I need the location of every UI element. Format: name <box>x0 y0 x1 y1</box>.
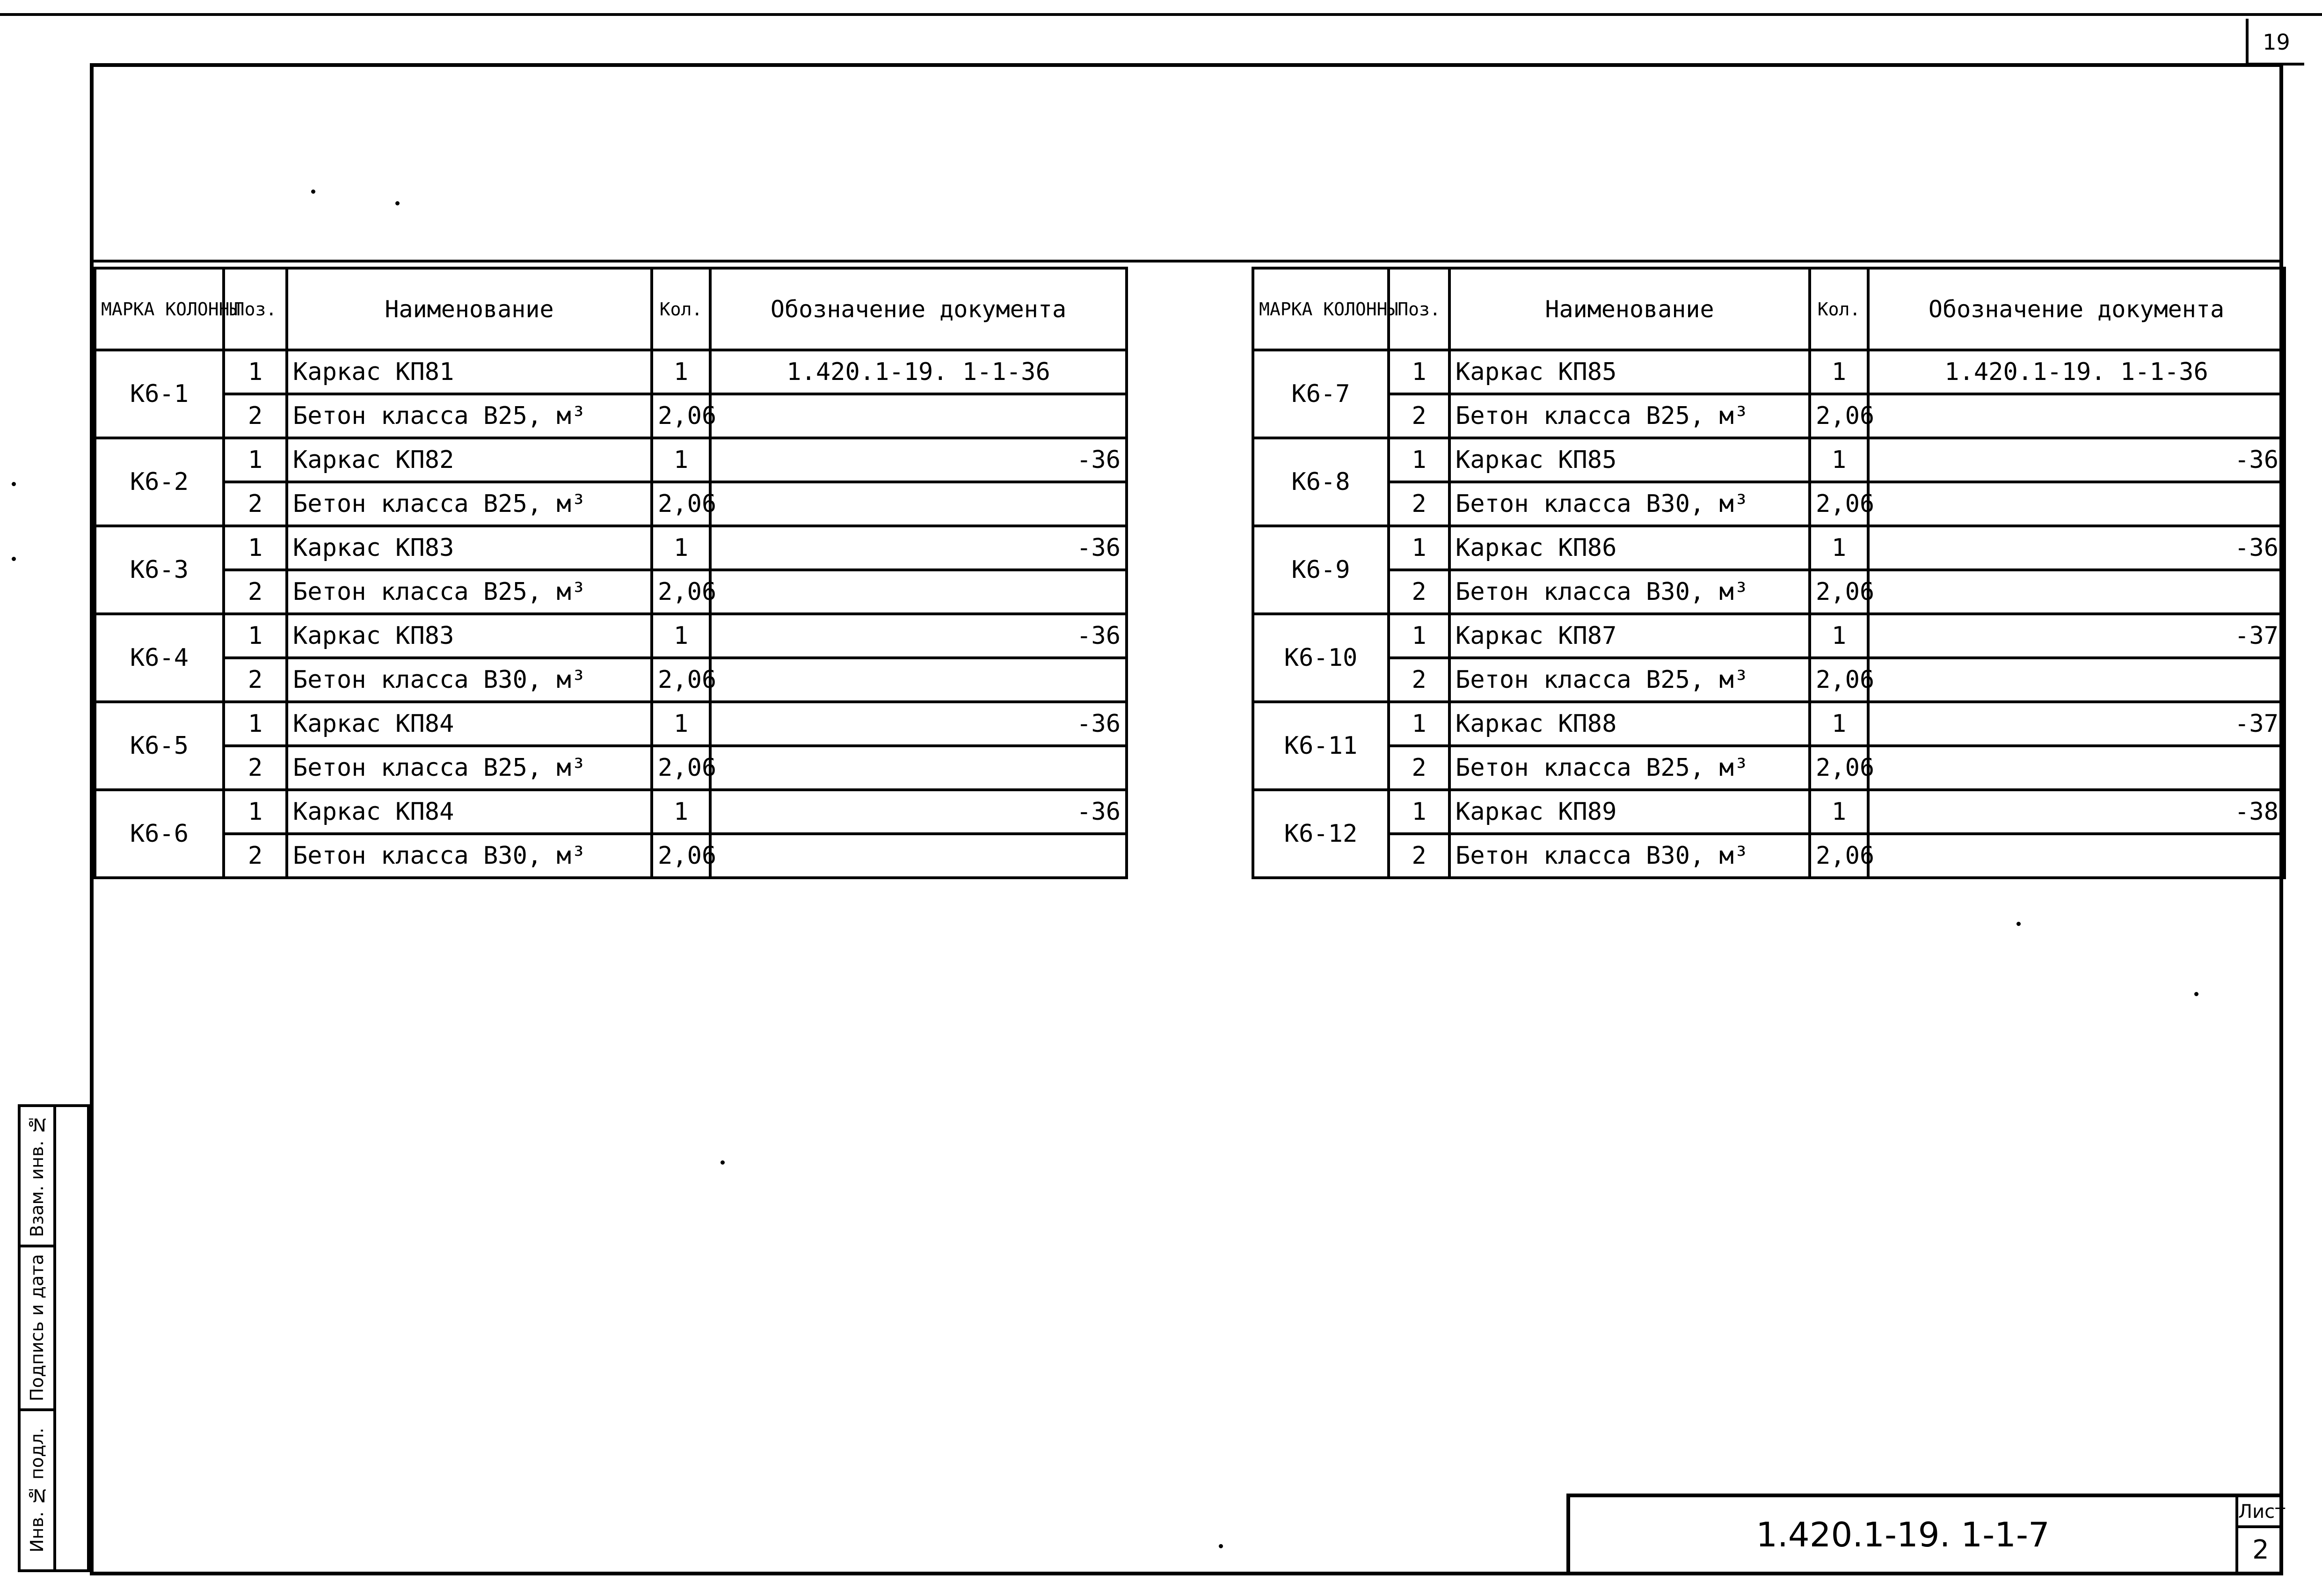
position-cell: 1 <box>1389 702 1449 746</box>
quantity-cell: 2,06 <box>652 570 710 614</box>
position-cell: 2 <box>1389 834 1449 878</box>
column-mark-cell: К6-1 <box>95 350 224 438</box>
quantity-cell: 2,06 <box>1810 482 1868 526</box>
name-cell: Каркас КП83 <box>287 614 652 658</box>
position-cell: 2 <box>1389 746 1449 790</box>
name-cell: Бетон класса В25, м³ <box>287 746 652 790</box>
table-row <box>1253 746 2285 790</box>
quantity-cell: 1 <box>1810 526 1868 570</box>
position-cell: 2 <box>1389 570 1449 614</box>
quantity-cell: 1 <box>1810 350 1868 394</box>
name-cell: Бетон класса В30, м³ <box>1449 570 1810 614</box>
document-cell <box>710 394 1127 438</box>
title-block <box>1566 1494 2286 1575</box>
header-name: Наименование <box>1449 268 1810 350</box>
quantity-cell: 2,06 <box>652 746 710 790</box>
document-cell: -37 <box>1868 702 2285 746</box>
quantity-cell: 2,06 <box>1810 570 1868 614</box>
name-cell: Каркас КП85 <box>1449 438 1810 482</box>
document-cell <box>1868 570 2285 614</box>
name-cell: Каркас КП86 <box>1449 526 1810 570</box>
header-pos: Поз. <box>1389 268 1449 350</box>
table-row <box>95 834 1127 878</box>
name-cell: Бетон класса В30, м³ <box>1449 834 1810 878</box>
quantity-cell: 1 <box>652 702 710 746</box>
document-cell: -36 <box>1868 526 2285 570</box>
column-mark-cell: К6-7 <box>1253 350 1389 438</box>
column-mark-cell: К6-8 <box>1253 438 1389 526</box>
header-doc: Обозначение документа <box>1868 268 2285 350</box>
quantity-cell: 1 <box>1810 790 1868 834</box>
document-cell <box>1868 394 2285 438</box>
name-cell: Бетон класса В30, м³ <box>287 658 652 702</box>
name-cell: Бетон класса В25, м³ <box>287 394 652 438</box>
table-row <box>95 570 1127 614</box>
name-cell: Каркас КП88 <box>1449 702 1810 746</box>
left-spec-table <box>94 267 1128 879</box>
position-cell: 1 <box>224 526 287 570</box>
scan-speck <box>12 557 16 561</box>
position-cell: 1 <box>1389 438 1449 482</box>
quantity-cell: 1 <box>652 790 710 834</box>
name-cell: Бетон класса В25, м³ <box>287 570 652 614</box>
document-cell: -36 <box>710 614 1127 658</box>
header-mark: МАРКА КОЛОННЫ <box>95 268 224 350</box>
quantity-cell: 1 <box>652 438 710 482</box>
scan-speck <box>2016 922 2021 926</box>
quantity-cell: 1 <box>1810 614 1868 658</box>
scan-speck <box>12 482 16 486</box>
quantity-cell: 2,06 <box>652 394 710 438</box>
document-cell: 1.420.1-19. 1-1-36 <box>710 350 1127 394</box>
table-header-row <box>1253 268 2285 350</box>
quantity-cell: 1 <box>652 526 710 570</box>
position-cell: 2 <box>224 482 287 526</box>
name-cell: Каркас КП85 <box>1449 350 1810 394</box>
name-cell: Бетон класса В25, м³ <box>1449 746 1810 790</box>
table-row <box>1253 394 2285 438</box>
position-cell: 1 <box>224 614 287 658</box>
position-cell: 1 <box>1389 790 1449 834</box>
name-cell: Каркас КП84 <box>287 702 652 746</box>
position-cell: 1 <box>1389 614 1449 658</box>
sheet-label: Лист <box>2238 1497 2283 1528</box>
table-row <box>95 790 1127 834</box>
position-cell: 2 <box>224 834 287 878</box>
table-row <box>95 702 1127 746</box>
sheet-number: 2 <box>2252 1535 2269 1565</box>
document-cell: -36 <box>1868 438 2285 482</box>
name-cell: Бетон класса В30, м³ <box>1449 482 1810 526</box>
table-row <box>1253 614 2285 658</box>
table-row <box>95 482 1127 526</box>
position-cell: 1 <box>224 702 287 746</box>
header-qty: Кол. <box>1810 268 1868 350</box>
position-cell: 2 <box>224 570 287 614</box>
document-code: 1.420.1-19. 1-1-7 <box>1756 1515 2050 1554</box>
column-mark-cell: К6-12 <box>1253 790 1389 878</box>
document-cell <box>1868 746 2285 790</box>
table-row <box>1253 570 2285 614</box>
quantity-cell: 2,06 <box>652 658 710 702</box>
table-row <box>1253 658 2285 702</box>
top-border-line <box>0 13 2322 16</box>
table-row <box>1253 482 2285 526</box>
document-cell: -36 <box>710 526 1127 570</box>
document-cell <box>710 746 1127 790</box>
table-header-row <box>95 268 1127 350</box>
quantity-cell: 1 <box>1810 438 1868 482</box>
document-cell: -36 <box>710 702 1127 746</box>
table-row <box>95 746 1127 790</box>
name-cell: Каркас КП89 <box>1449 790 1810 834</box>
table-row <box>1253 438 2285 482</box>
document-cell <box>710 570 1127 614</box>
position-cell: 2 <box>224 394 287 438</box>
frame-header-line <box>90 260 2283 262</box>
table-row <box>1253 790 2285 834</box>
document-cell <box>1868 482 2285 526</box>
quantity-cell: 2,06 <box>1810 658 1868 702</box>
position-cell: 2 <box>1389 394 1449 438</box>
position-cell: 1 <box>1389 350 1449 394</box>
name-cell: Каркас КП82 <box>287 438 652 482</box>
table-row <box>1253 834 2285 878</box>
position-cell: 1 <box>224 438 287 482</box>
table-row <box>95 438 1127 482</box>
inv-original-label: Инв. № подл. <box>27 1428 47 1553</box>
quantity-cell: 2,06 <box>652 834 710 878</box>
quantity-cell: 2,06 <box>652 482 710 526</box>
column-mark-cell: К6-3 <box>95 526 224 614</box>
scan-speck <box>2194 992 2198 996</box>
name-cell: Бетон класса В25, м³ <box>1449 658 1810 702</box>
quantity-cell: 1 <box>652 614 710 658</box>
document-cell <box>710 482 1127 526</box>
table-row <box>95 658 1127 702</box>
document-cell: -36 <box>710 438 1127 482</box>
quantity-cell: 2,06 <box>1810 834 1868 878</box>
column-mark-cell: К6-10 <box>1253 614 1389 702</box>
table-row <box>95 614 1127 658</box>
quantity-cell: 1 <box>652 350 710 394</box>
table-row <box>95 394 1127 438</box>
table-row <box>95 350 1127 394</box>
column-mark-cell: К6-9 <box>1253 526 1389 614</box>
column-mark-cell: К6-11 <box>1253 702 1389 790</box>
header-qty: Кол. <box>652 268 710 350</box>
header-mark: МАРКА КОЛОННЫ <box>1253 268 1389 350</box>
column-mark-cell: К6-6 <box>95 790 224 878</box>
position-cell: 1 <box>224 790 287 834</box>
scan-speck <box>721 1160 725 1165</box>
quantity-cell: 2,06 <box>1810 746 1868 790</box>
name-cell: Бетон класса В30, м³ <box>287 834 652 878</box>
position-cell: 2 <box>224 746 287 790</box>
table-row <box>1253 350 2285 394</box>
top-sheet-number: 19 <box>2246 19 2304 66</box>
document-cell <box>1868 658 2285 702</box>
scan-speck <box>1219 1544 1223 1548</box>
table-row <box>1253 526 2285 570</box>
name-cell: Бетон класса В25, м³ <box>1449 394 1810 438</box>
scan-speck <box>311 189 315 194</box>
document-cell <box>710 658 1127 702</box>
document-cell: -37 <box>1868 614 2285 658</box>
swap-inv-label: Взам. инв. № <box>27 1114 47 1238</box>
document-cell <box>710 834 1127 878</box>
right-spec-table <box>1252 267 2286 879</box>
quantity-cell: 1 <box>1810 702 1868 746</box>
column-mark-cell: К6-5 <box>95 702 224 790</box>
position-cell: 2 <box>1389 482 1449 526</box>
name-cell: Каркас КП84 <box>287 790 652 834</box>
column-mark-cell: К6-2 <box>95 438 224 526</box>
header-pos: Поз. <box>224 268 287 350</box>
document-cell <box>1868 834 2285 878</box>
column-mark-cell: К6-4 <box>95 614 224 702</box>
position-cell: 1 <box>224 350 287 394</box>
header-name: Наименование <box>287 268 652 350</box>
name-cell: Каркас КП81 <box>287 350 652 394</box>
name-cell: Каркас КП87 <box>1449 614 1810 658</box>
document-cell: 1.420.1-19. 1-1-36 <box>1868 350 2285 394</box>
position-cell: 2 <box>1389 658 1449 702</box>
position-cell: 2 <box>224 658 287 702</box>
document-cell: -38 <box>1868 790 2285 834</box>
name-cell: Каркас КП83 <box>287 526 652 570</box>
header-doc: Обозначение документа <box>710 268 1127 350</box>
signature-date-label: Подпись и дата <box>27 1254 47 1402</box>
table-row <box>95 526 1127 570</box>
table-row <box>1253 702 2285 746</box>
quantity-cell: 2,06 <box>1810 394 1868 438</box>
scan-speck <box>395 201 400 205</box>
document-cell: -36 <box>710 790 1127 834</box>
name-cell: Бетон класса В25, м³ <box>287 482 652 526</box>
position-cell: 1 <box>1389 526 1449 570</box>
side-stamp <box>18 1104 90 1572</box>
